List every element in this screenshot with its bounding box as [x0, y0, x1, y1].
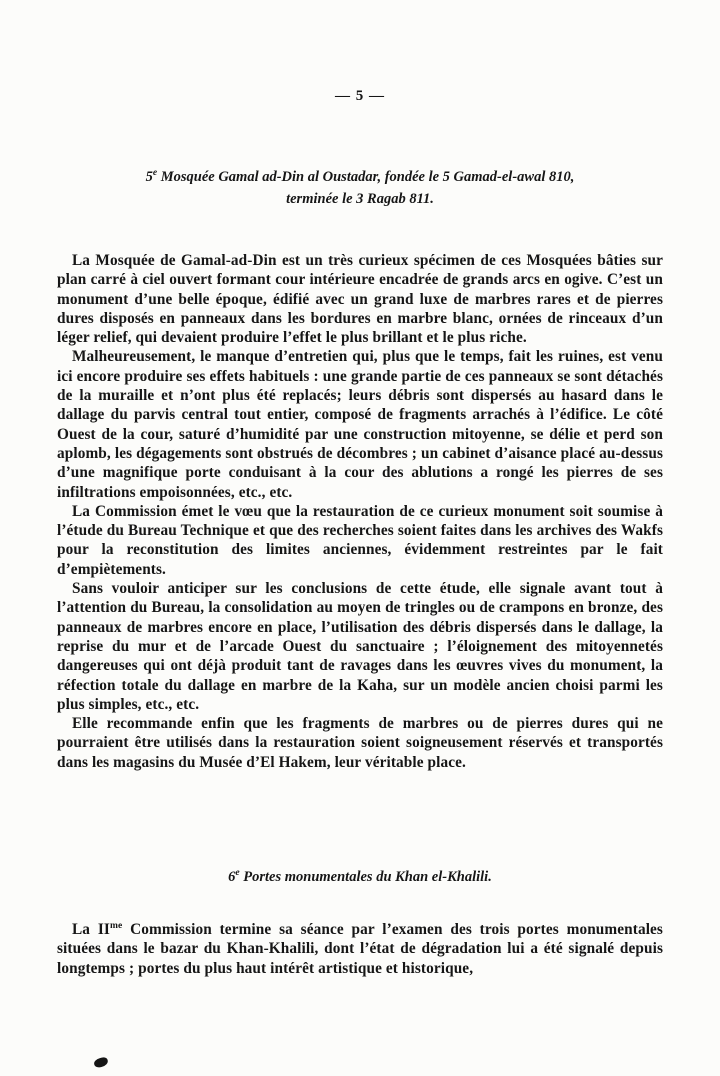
- section-5-heading-line1: [146, 169, 575, 185]
- paragraph: Sans vouloir anticiper sur les conclusions de cette étude, elle signale avant tout à l’attention du Bureau, la consolidation au moyen de tringles ou de crampons en bronze, des panneaux de marbres encore en place, l’utilisation des débris dispersés dans le dallage, la reprise du mur et de l’arcade Ouest du sanctuaire ; l’éloignement des mitoyennetés dangereuses qui ont déjà produit tant de ravages dans les œuvres vives du monument, la réfection totale du dallage en marbre de la Kaha, sur un modèle ancien choisi parmi les plus simples, etc., etc.: [57, 580, 663, 713]
- paragraph: [57, 920, 663, 978]
- page-number: — 5 —: [335, 88, 385, 104]
- paragraph: La Mosquée de Gamal-ad-Din est un très curieux spécimen de ces Mosquées bâties sur plan carré à ciel ouvert formant cour intérieure encadrée de grands arcs en ogive. C’est un monument d’une belle époque, édifié avec un grand luxe de marbres rares et de pierres dures disposés en panneaux dans les bordures en marbre blanc, ornées de rinceaux d’un léger relief, qui devaient produire l’effet le plus brillant et le plus riche.: [57, 252, 663, 347]
- section-5-ordinal-superscript: e: [152, 168, 158, 179]
- section-6-ordinal-superscript: e: [235, 868, 240, 879]
- roman-numeral-superscript: me: [109, 920, 123, 931]
- section-5-body: [57, 251, 663, 772]
- paragraph: Malheureusement, le manque d’entretien qui, plus que le temps, fait les ruines, est venu ici encore produire ses effets habituels : une grande partie de ces panneaux se sont détachés de la muraille et n’ont plus été replacés; leurs débris sont dispersés au hasard dans le dallage du parvis central tout entier, composé de fragments arrachés à l’édifice. Le côté Ouest de la cour, saturé d’humidité par une construction mitoyenne, se délie et perd son aplomb, les dégagements sont obstrués de décombres ; un cabinet d’aisance placé au-dessus d’une magnifique porte conduisant à la cour des ablutions a rongé les pierres de ses infiltrations empoisonnées, etc., etc.: [57, 348, 663, 501]
- section-5-number: 5: [145, 169, 153, 185]
- section-6-heading: [0, 866, 720, 888]
- paragraph-prefix: La II: [72, 921, 110, 938]
- paragraph: Elle recommande enfin que les fragments de marbres ou de pierres dures qui ne pourraient être utilisés dans la restauration soient soigneusement réservés et transportés dans les magasins du Musée d’El Hakem, leur véritable place.: [57, 715, 663, 771]
- section-5-title-text: Mosquée Gamal ad-Din al Oustadar, fondée le 5 Gamad-el-awal 810,: [157, 169, 575, 185]
- section-5-heading-line2: terminée le 3 Ragab 811.: [286, 191, 434, 207]
- paragraph: La Commission émet le vœu que la restauration de ce curieux monument soit soumise à l’étude du Bureau Technique et que des recherches soient faites dans les archives des Wakfs pour la reconstitution des limites anciennes, évidemment restreintes par le fait d’empiètements.: [57, 502, 663, 578]
- section-5-heading: [0, 166, 720, 210]
- scan-artifact: [93, 1056, 109, 1068]
- section-6-title-text: Portes monumentales du Khan el-Khalili.: [239, 869, 492, 885]
- paragraph-text: Commission termine sa séance par l’examen des trois portes monumentales situées dans le bazar du Khan-Khalili, dont l’état de dégradation lui a été signalé depuis longtemps ; portes du plus haut intérêt artistique et historique,: [57, 921, 663, 977]
- section-6-number: 6: [228, 869, 236, 885]
- section-6-body: [57, 920, 663, 978]
